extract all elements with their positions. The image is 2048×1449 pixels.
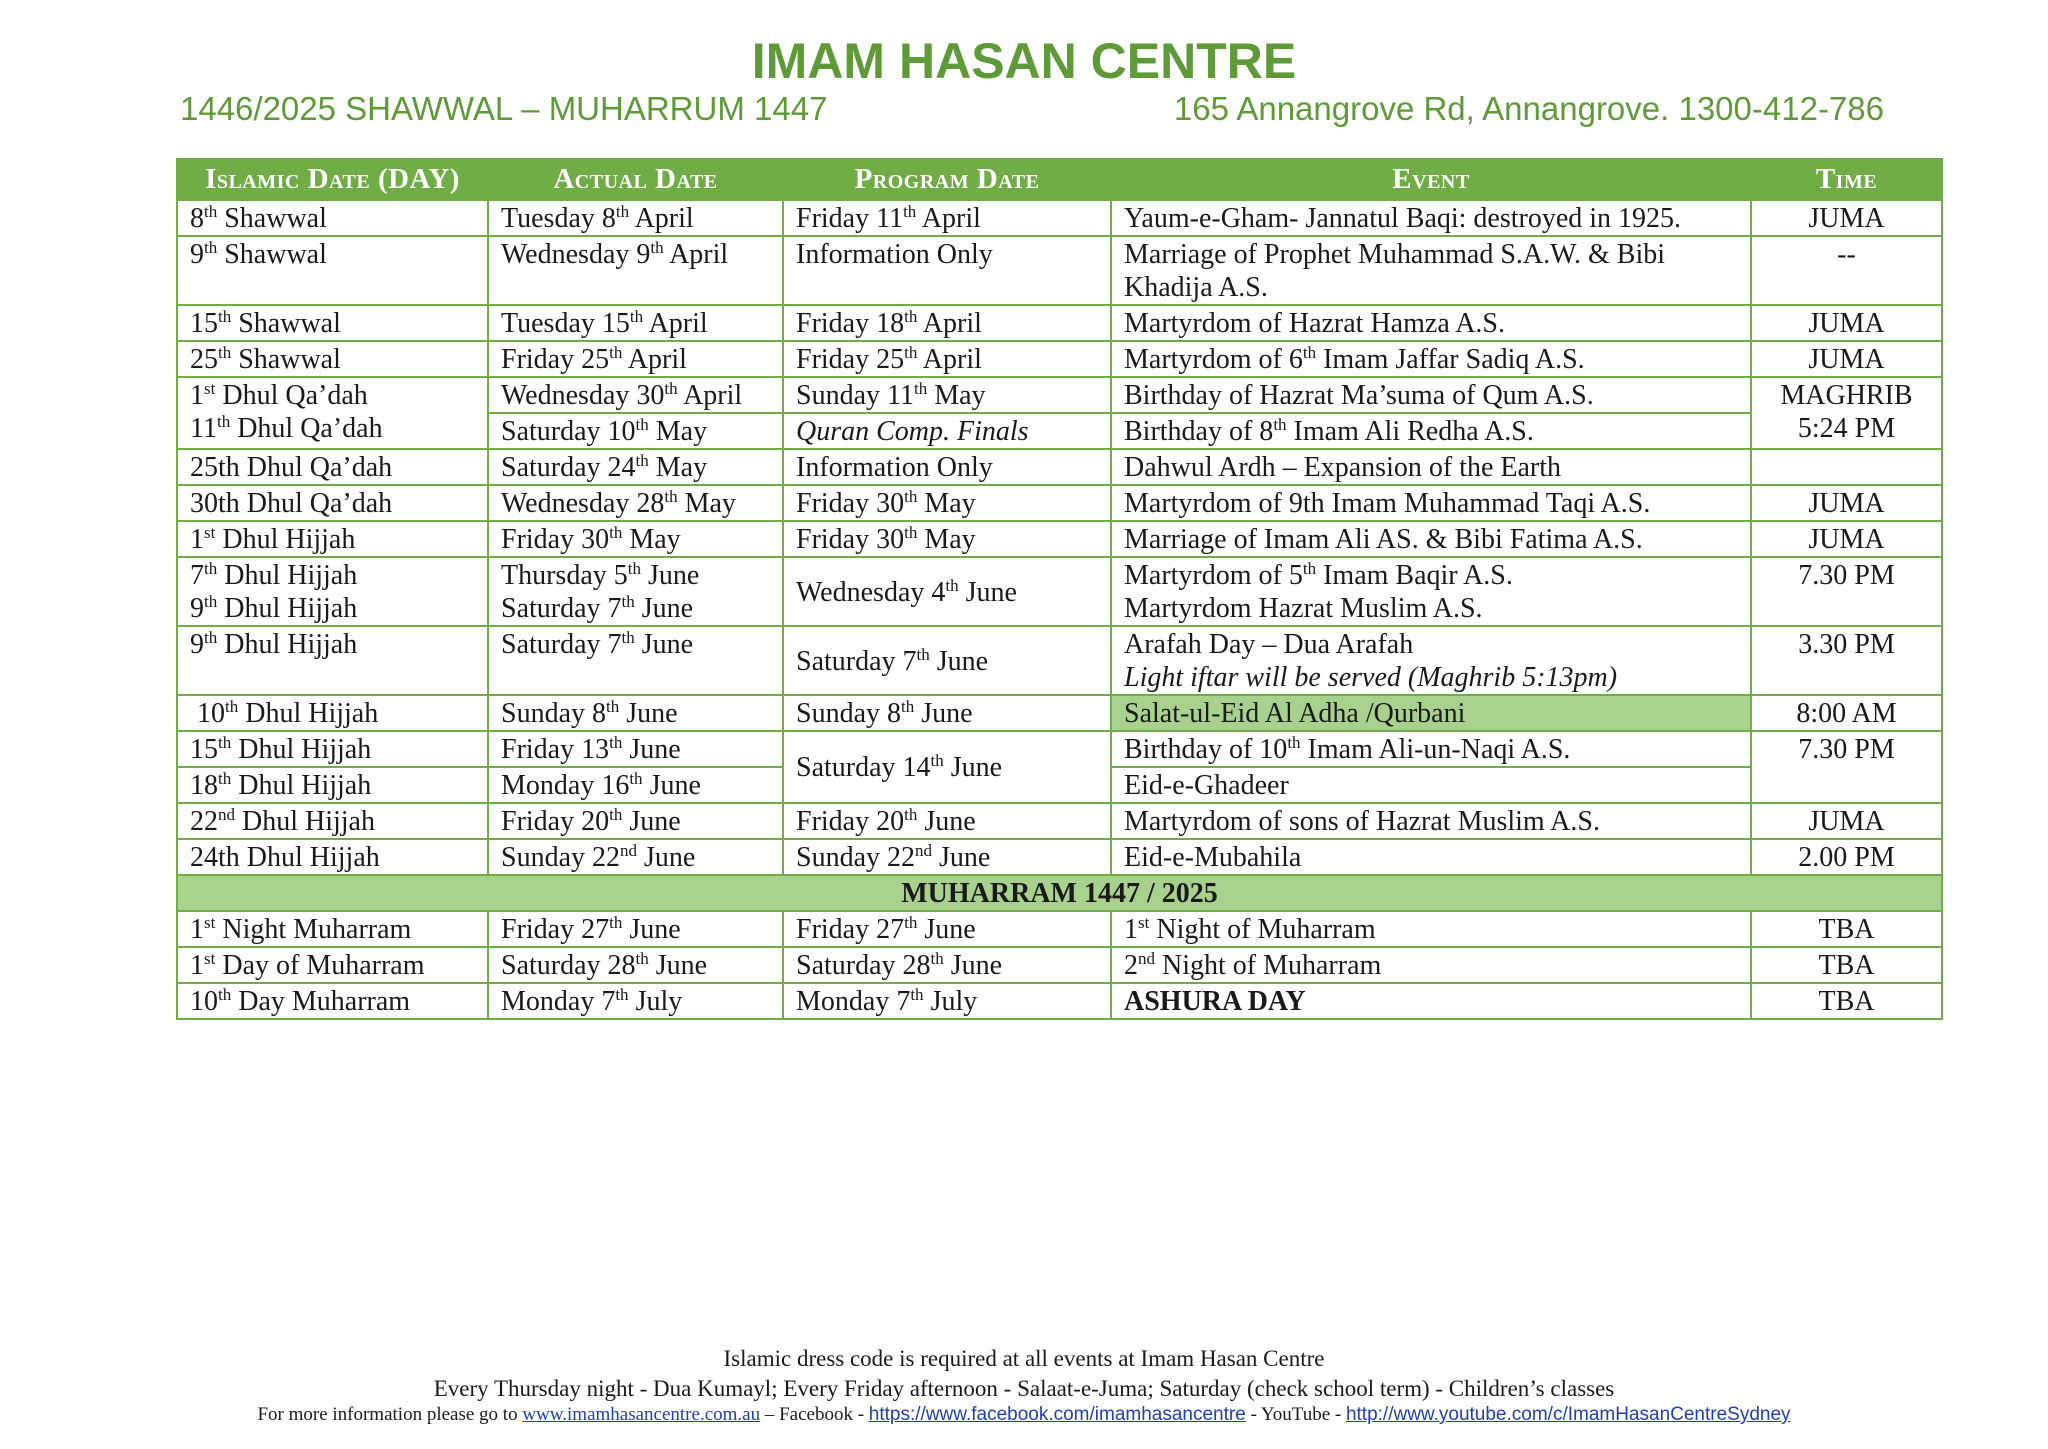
col-header-actual-date: Actual Date [488, 159, 783, 200]
facebook-link[interactable]: https://www.facebook.com/imamhasancentre [868, 1404, 1246, 1425]
islamic-date-cell: 25th Dhul Qa’dah [177, 449, 488, 485]
program-date-cell: Quran Comp. Finals [783, 413, 1111, 449]
actual-date-cell: Saturday 7th June [488, 626, 783, 695]
time-cell: MAGHRIB 5:24 PM [1751, 377, 1942, 449]
table-header-row [177, 159, 1942, 200]
table-row [177, 803, 1942, 839]
time-cell: TBA [1751, 947, 1942, 983]
event-cell: Martyrdom of sons of Hazrat Muslim A.S. [1111, 803, 1751, 839]
time-cell: 7.30 PM [1751, 731, 1942, 803]
islamic-date-cell: 22nd Dhul Hijjah [177, 803, 488, 839]
table-row [177, 377, 1942, 413]
page-title: IMAM HASAN CENTRE [751, 33, 1297, 89]
program-date-cell: Sunday 11th May [783, 377, 1111, 413]
actual-date-cell: Tuesday 8th April [488, 200, 783, 236]
program-date-cell: Information Only [783, 449, 1111, 485]
islamic-date-cell: 9th Shawwal [177, 236, 488, 305]
col-header-islamic-date: Islamic Date (DAY) [177, 159, 488, 200]
time-cell: 8:00 AM [1751, 695, 1942, 731]
event-cell-highlighted: Salat-ul-Eid Al Adha /Qurbani [1111, 695, 1751, 731]
actual-date-cell: Saturday 28th June [488, 947, 783, 983]
actual-date-cell: Wednesday 28th May [488, 485, 783, 521]
footer-info-prefix: For more information please go to [257, 1404, 523, 1425]
facebook-label: – Facebook - [760, 1404, 869, 1425]
time-cell: JUMA [1751, 485, 1942, 521]
footer-weekly-programs: Every Thursday night - Dua Kumayl; Every Friday afternoon - Salaat-e-Juma; Saturday (check school term) - Children’s classes [433, 1376, 1615, 1401]
program-date-cell: Sunday 8th June [783, 695, 1111, 731]
time-cell: JUMA [1751, 803, 1942, 839]
time-cell: JUMA [1751, 305, 1942, 341]
table-row [177, 626, 1942, 695]
actual-date-cell: Monday 7th July [488, 983, 783, 1019]
event-cell: Martyrdom of 6th Imam Jaffar Sadiq A.S. [1111, 341, 1751, 377]
actual-date-cell: Friday 30th May [488, 521, 783, 557]
event-cell: Marriage of Prophet Muhammad S.A.W. & Bibi Khadija A.S. [1111, 236, 1751, 305]
islamic-date-cell: 18th Dhul Hijjah [177, 767, 488, 803]
col-header-time: Time [1751, 159, 1942, 200]
actual-date-cell: Sunday 22nd June [488, 839, 783, 875]
table-row [177, 485, 1942, 521]
table-row [177, 983, 1942, 1019]
time-cell: TBA [1751, 983, 1942, 1019]
col-header-program-date: Program Date [783, 159, 1111, 200]
time-cell: TBA [1751, 911, 1942, 947]
table-row [177, 341, 1942, 377]
islamic-date-cell: 9th Dhul Hijjah [177, 626, 488, 695]
event-cell: Martyrdom of 9th Imam Muhammad Taqi A.S. [1111, 485, 1751, 521]
program-date-cell: Friday 25th April [783, 341, 1111, 377]
table-row [177, 236, 1942, 305]
event-cell-ashura: ASHURA DAY [1111, 983, 1751, 1019]
event-cell: Birthday of 10th Imam Ali-un-Naqi A.S. [1111, 731, 1751, 767]
program-date-cell: Information Only [783, 236, 1111, 305]
islamic-date-cell: 8th Shawwal [177, 200, 488, 236]
actual-date-cell: Friday 13th June [488, 731, 783, 767]
program-date-cell: Monday 7th July [783, 983, 1111, 1019]
islamic-date-cell: 30th Dhul Qa’dah [177, 485, 488, 521]
program-date-cell: Friday 20th June [783, 803, 1111, 839]
time-cell [1751, 449, 1942, 485]
actual-date-cell: Wednesday 9th April [488, 236, 783, 305]
event-cell: Martyrdom of Hazrat Hamza A.S. [1111, 305, 1751, 341]
actual-date-cell: Wednesday 30th April [488, 377, 783, 413]
section-row [177, 875, 1942, 911]
program-date-cell: Saturday 14th June [783, 731, 1111, 803]
youtube-link[interactable]: http://www.youtube.com/c/ImamHasanCentreSydney [1345, 1404, 1791, 1425]
islamic-date-cell: 10th Dhul Hijjah [177, 695, 488, 731]
actual-date-cell: Friday 20th June [488, 803, 783, 839]
actual-date-cell: Saturday 10th May [488, 413, 783, 449]
event-cell: Birthday of 8th Imam Ali Redha A.S. [1111, 413, 1751, 449]
event-cell: Martyrdom of 5th Imam Baqir A.S. Martyrdom Hazrat Muslim A.S. [1111, 557, 1751, 626]
table-row [177, 839, 1942, 875]
program-date-cell: Saturday 7th June [783, 626, 1111, 695]
event-cell: 1st Night of Muharram [1111, 911, 1751, 947]
time-cell: JUMA [1751, 341, 1942, 377]
islamic-date-cell: 15th Dhul Hijjah [177, 731, 488, 767]
time-cell: JUMA [1751, 200, 1942, 236]
islamic-date-cell: 1st Night Muharram [177, 911, 488, 947]
table-row [177, 521, 1942, 557]
table-row [177, 947, 1942, 983]
event-cell: Dahwul Ardh – Expansion of the Earth [1111, 449, 1751, 485]
table-row [177, 695, 1942, 731]
actual-date-cell: Friday 25th April [488, 341, 783, 377]
actual-date-cell: Friday 27th June [488, 911, 783, 947]
program-date-cell: Friday 27th June [783, 911, 1111, 947]
islamic-date-cell: 1st Day of Muharram [177, 947, 488, 983]
time-cell: 3.30 PM [1751, 626, 1942, 695]
program-date-cell: Saturday 28th June [783, 947, 1111, 983]
table-row [177, 557, 1942, 626]
section-heading-muharram: MUHARRAM 1447 / 2025 [177, 875, 1942, 911]
program-date-cell: Friday 30th May [783, 485, 1111, 521]
subtitle-address: 165 Annangrove Rd, Annangrove. 1300-412-786 [1173, 90, 1884, 127]
table-row [177, 731, 1942, 767]
program-date-cell: Friday 11th April [783, 200, 1111, 236]
footer-dress-code: Islamic dress code is required at all events at Imam Hasan Centre [723, 1346, 1325, 1371]
event-cell: Arafah Day – Dua Arafah Light iftar will be served (Maghrib 5:13pm) [1111, 626, 1751, 695]
program-date-cell: Friday 18th April [783, 305, 1111, 341]
time-cell: JUMA [1751, 521, 1942, 557]
schedule-table [176, 158, 1943, 1020]
event-cell: Birthday of Hazrat Ma’suma of Qum A.S. [1111, 377, 1751, 413]
islamic-date-cell: 1st Dhul Qa’dah 11th Dhul Qa’dah [177, 377, 488, 449]
actual-date-cell: Saturday 24th May [488, 449, 783, 485]
actual-date-cell: Thursday 5th June Saturday 7th June [488, 557, 783, 626]
col-header-event: Event [1111, 159, 1751, 200]
program-date-cell: Wednesday 4th June [783, 557, 1111, 626]
time-cell: 7.30 PM [1751, 557, 1942, 626]
table-row [177, 305, 1942, 341]
program-date-cell: Friday 30th May [783, 521, 1111, 557]
actual-date-cell: Monday 16th June [488, 767, 783, 803]
program-date-cell: Sunday 22nd June [783, 839, 1111, 875]
subtitle-dates: 1446/2025 SHAWWAL – MUHARRUM 1447 [180, 90, 828, 127]
youtube-label: - YouTube - [1245, 1404, 1346, 1425]
table-row [177, 200, 1942, 236]
time-cell: -- [1751, 236, 1942, 305]
event-cell: Eid-e-Ghadeer [1111, 767, 1751, 803]
islamic-date-cell: 1st Dhul Hijjah [177, 521, 488, 557]
actual-date-cell: Tuesday 15th April [488, 305, 783, 341]
time-cell: 2.00 PM [1751, 839, 1942, 875]
table-row [177, 449, 1942, 485]
table-row [177, 911, 1942, 947]
event-cell: 2nd Night of Muharram [1111, 947, 1751, 983]
event-cell: Marriage of Imam Ali AS. & Bibi Fatima A.S. [1111, 521, 1751, 557]
event-cell: Eid-e-Mubahila [1111, 839, 1751, 875]
islamic-date-cell: 15th Shawwal [177, 305, 488, 341]
islamic-date-cell: 24th Dhul Hijjah [177, 839, 488, 875]
islamic-date-cell: 7th Dhul Hijjah 9th Dhul Hijjah [177, 557, 488, 626]
website-link[interactable]: www.imamhasancentre.com.au [522, 1404, 761, 1425]
actual-date-cell: Sunday 8th June [488, 695, 783, 731]
islamic-date-cell: 25th Shawwal [177, 341, 488, 377]
islamic-date-cell: 10th Day Muharram [177, 983, 488, 1019]
event-cell: Yaum-e-Gham- Jannatul Baqi: destroyed in 1925. [1111, 200, 1751, 236]
footer-links [0, 1404, 2048, 1426]
